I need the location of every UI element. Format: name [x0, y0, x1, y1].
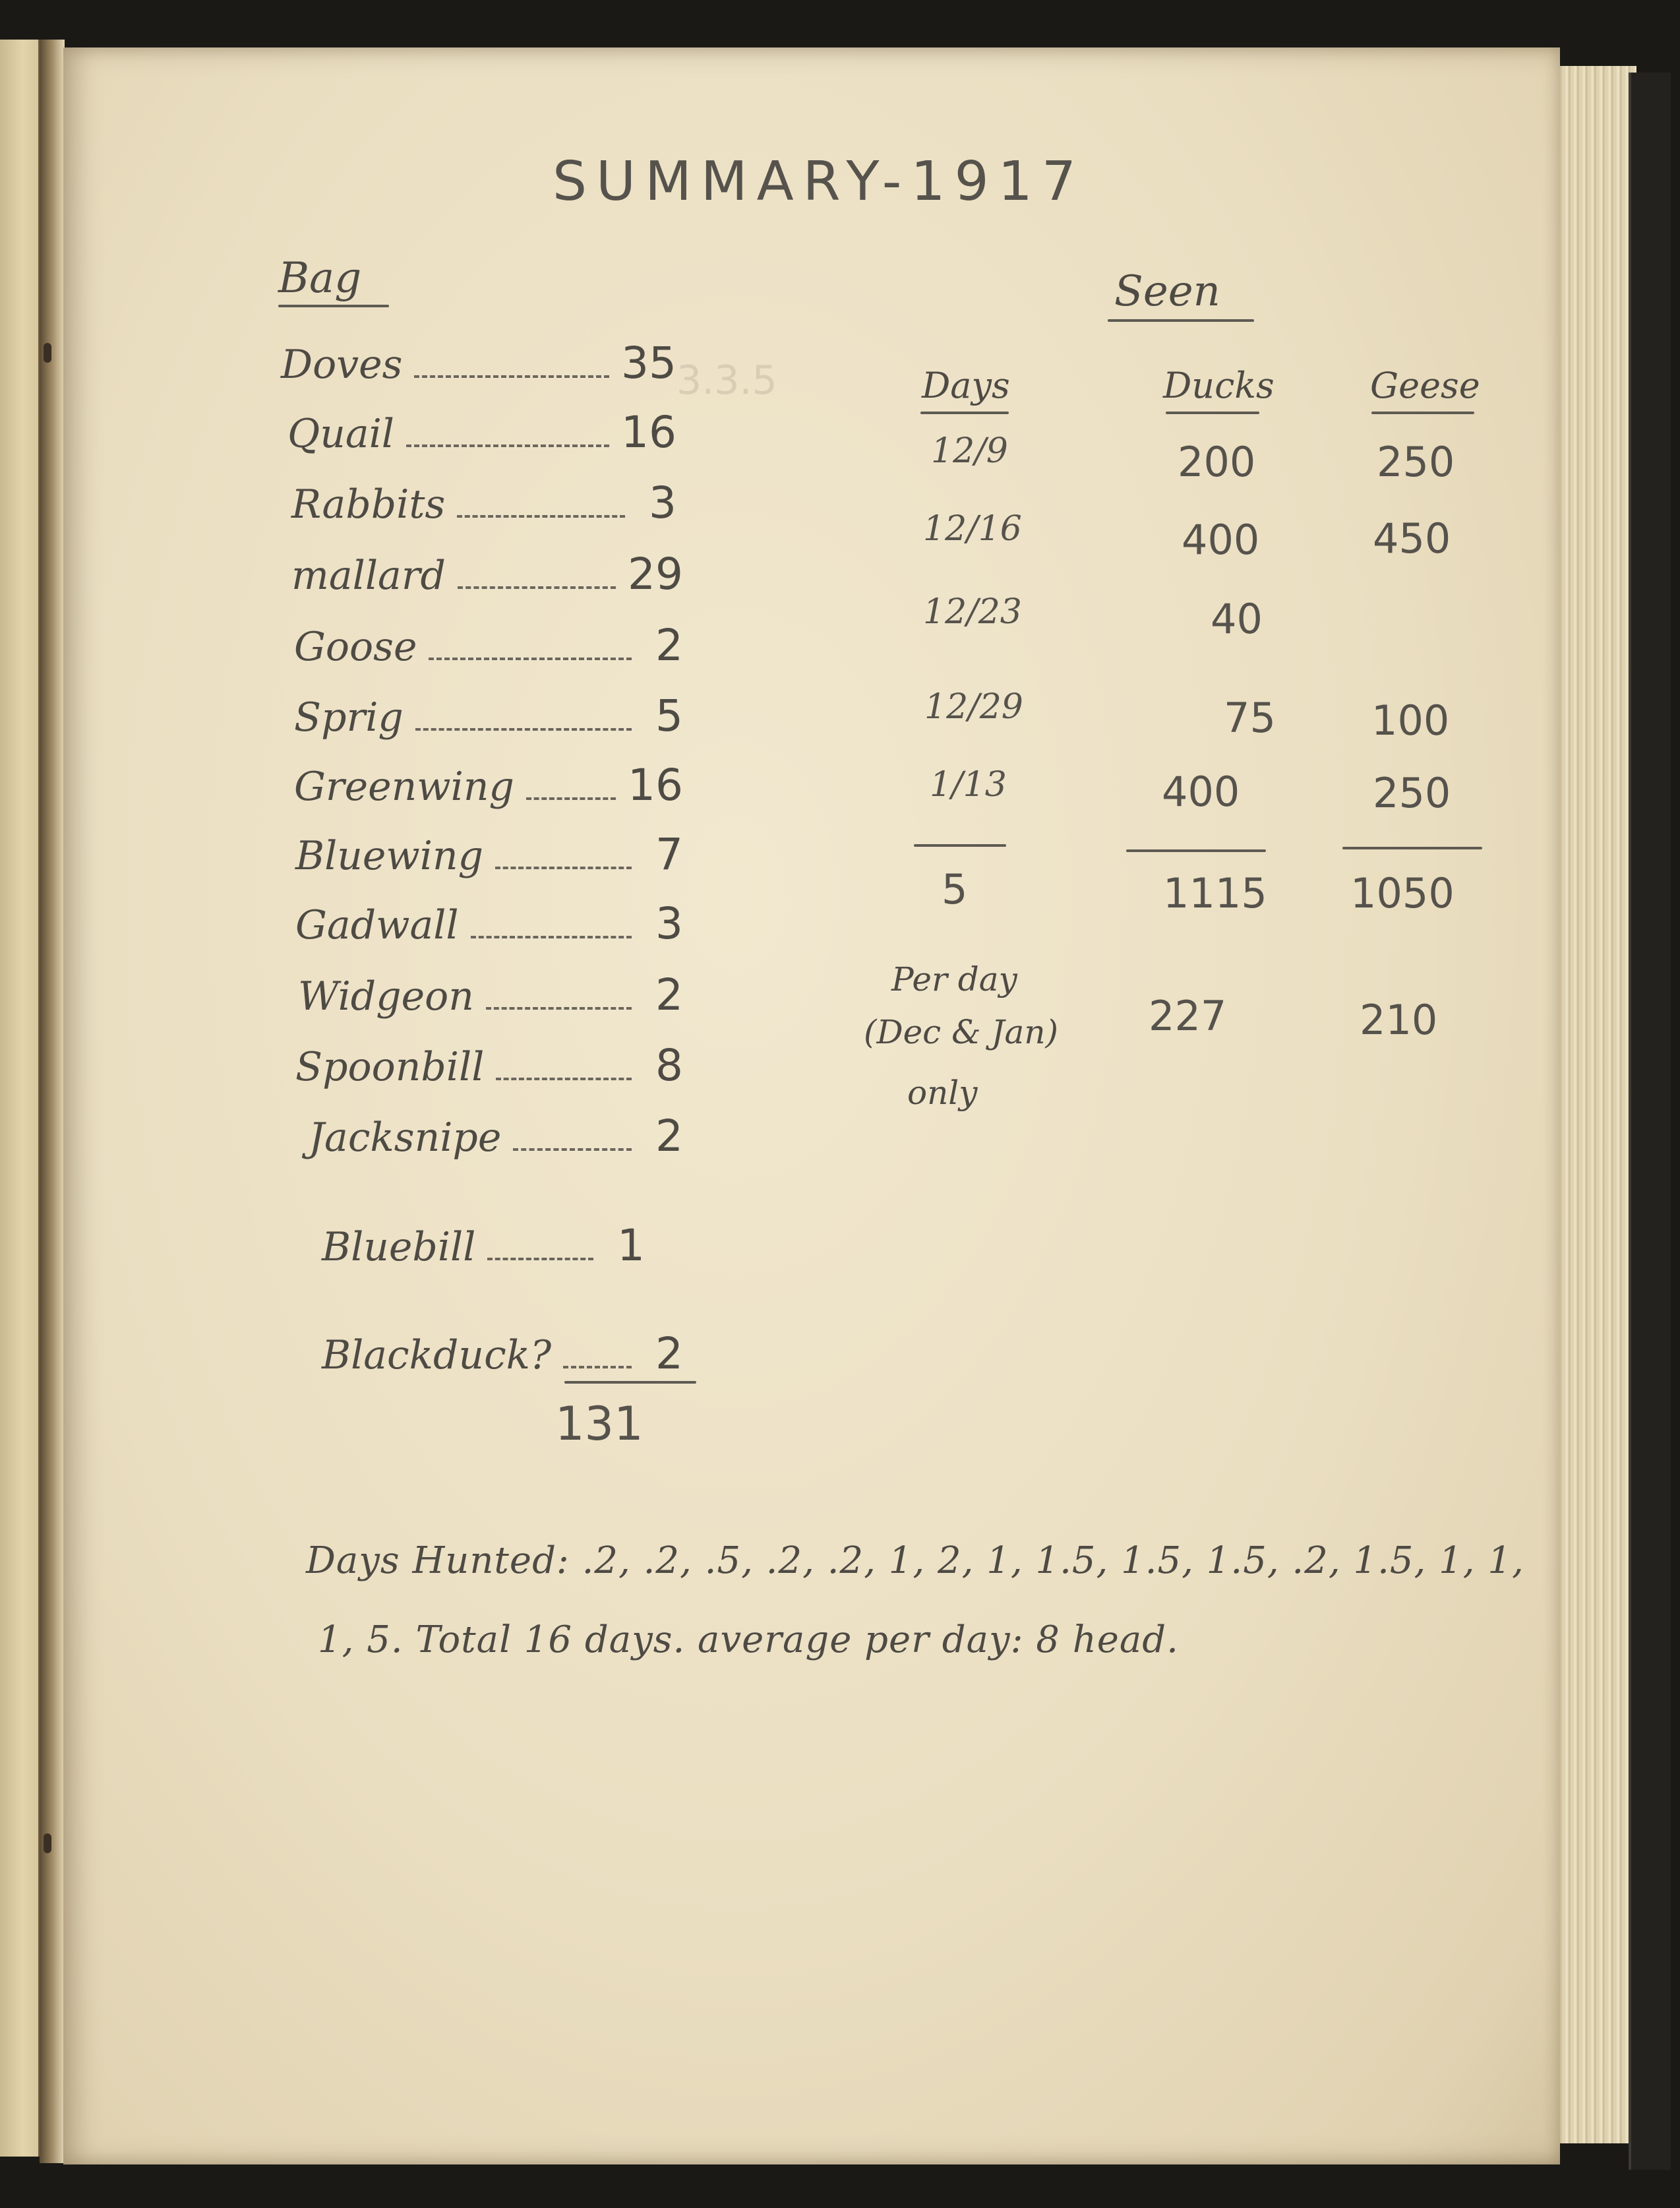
- bag-row-doves: [281, 338, 676, 390]
- per-day-label-only: only: [907, 1074, 978, 1112]
- bag-item-count: 3: [649, 477, 676, 528]
- bag-item-dash: [429, 657, 632, 660]
- bag-item-dash: [513, 1148, 632, 1151]
- show-through-marks: 3.3.5: [676, 357, 777, 404]
- bag-item-count: 2: [655, 969, 683, 1020]
- ducks-per-day: 227: [1149, 992, 1227, 1040]
- bag-item-count: 35: [621, 338, 676, 388]
- seen-row-geese: 450: [1373, 514, 1451, 563]
- bag-item-dash: [563, 1365, 632, 1368]
- bag-row-blackduck: [322, 1328, 683, 1381]
- bag-item-dash: [496, 1077, 632, 1080]
- ducks-header-underline: [1166, 412, 1259, 414]
- seen-row-ducks: 40: [1211, 595, 1263, 643]
- bag-row-sprig: [294, 690, 683, 743]
- bag-row-quail: [287, 407, 676, 460]
- days-hunted-line1: Days Hunted: .2, .2, .5, .2, .2, 1, 2, 1, 1.5, 1.5, 1.5, .2, 1.5, 1, 1,: [306, 1539, 1524, 1582]
- seen-row-ducks: 75: [1224, 694, 1276, 742]
- bag-item-count: 2: [655, 620, 683, 671]
- bag-item-count: 2: [655, 1328, 683, 1379]
- bag-item-name: Spoonbill: [295, 1044, 485, 1090]
- seen-row-ducks: 200: [1178, 438, 1256, 486]
- bag-row-mallard: [291, 549, 683, 601]
- ducks-total-rule: [1126, 849, 1266, 852]
- bag-row-bluebill: [322, 1220, 645, 1273]
- column-header-ducks: Ducks: [1163, 365, 1275, 406]
- bag-item-name: Gadwall: [295, 902, 459, 948]
- bag-item-dash: [414, 375, 609, 378]
- bag-item-name: mallard: [291, 553, 446, 599]
- bag-item-name: Rabbits: [291, 481, 446, 528]
- days-header-underline: [920, 412, 1009, 414]
- bag-item-count: 29: [628, 549, 683, 599]
- bag-row-goose: [294, 620, 683, 673]
- bag-item-count: 5: [655, 690, 683, 741]
- bag-item-dash: [495, 866, 632, 869]
- ducks-total: 1115: [1163, 869, 1267, 917]
- bag-row-widgeon: [298, 969, 683, 1022]
- bag-item-name: Sprig: [294, 694, 404, 741]
- seen-heading: Seen: [1114, 267, 1220, 316]
- bag-row-jacksnipe: [309, 1111, 683, 1163]
- bag-total-rule: [564, 1381, 696, 1384]
- geese-total: 1050: [1350, 869, 1455, 917]
- days-hunted-line2: 1, 5. Total 16 days. average per day: 8 head.: [318, 1618, 1179, 1661]
- seen-row-geese: 100: [1371, 696, 1450, 745]
- seen-heading-underline: [1108, 319, 1254, 322]
- column-header-geese: Geese: [1370, 365, 1480, 406]
- column-header-days: Days: [922, 365, 1010, 406]
- bag-row-greenwing: [294, 760, 683, 813]
- days-total: 5: [942, 865, 968, 913]
- bag-total: 131: [555, 1397, 644, 1451]
- bag-item-dash: [471, 935, 632, 938]
- bag-item-name: Widgeon: [298, 973, 474, 1020]
- seen-row-ducks: 400: [1162, 768, 1240, 816]
- bag-item-dash: [487, 1257, 593, 1260]
- bag-item-count: 2: [655, 1111, 683, 1161]
- bag-item-count: 3: [655, 898, 683, 949]
- binding-gutter: [40, 40, 65, 2163]
- bag-item-name: Goose: [294, 624, 417, 670]
- geese-per-day: 210: [1360, 996, 1438, 1044]
- geese-total-rule: [1342, 847, 1482, 849]
- bag-item-name: Bluewing: [295, 833, 484, 879]
- bag-item-count: 16: [628, 760, 683, 811]
- days-total-rule: [914, 844, 1006, 847]
- geese-header-underline: [1371, 412, 1474, 414]
- bag-item-dash: [458, 586, 616, 589]
- bag-item-name: Jacksnipe: [309, 1115, 502, 1161]
- seen-row-day: 12/9: [931, 431, 1008, 471]
- bag-item-dash: [457, 514, 625, 518]
- bag-row-spoonbill: [295, 1040, 683, 1093]
- bag-item-count: 16: [621, 407, 676, 458]
- bag-item-count: 1: [617, 1220, 645, 1271]
- bag-item-dash: [415, 727, 632, 731]
- bag-item-count: 7: [655, 829, 683, 880]
- notebook-page: [63, 47, 1560, 2164]
- per-day-label: Per day: [891, 960, 1017, 998]
- seen-row-ducks: 400: [1182, 516, 1260, 564]
- bag-item-dash: [526, 797, 616, 800]
- page-title: SUMMARY-1917: [553, 150, 1086, 213]
- bag-row-bluewing: [295, 829, 683, 882]
- facing-page-edge: [0, 40, 40, 2157]
- bag-heading: Bag: [278, 254, 362, 303]
- book-cover-edge: [1629, 73, 1671, 2170]
- bag-item-name: Doves: [281, 342, 403, 388]
- bag-item-name: Blackduck?: [322, 1332, 552, 1378]
- bag-item-dash: [486, 1006, 632, 1010]
- seen-row-geese: 250: [1373, 769, 1451, 817]
- bag-item-dash: [406, 444, 609, 447]
- per-day-label-months: (Dec & Jan): [864, 1013, 1059, 1051]
- bag-item-name: Quail: [287, 411, 394, 457]
- bag-row-rabbits: [291, 477, 676, 530]
- seen-row-day: 1/13: [930, 765, 1007, 805]
- seen-row-day: 12/23: [923, 592, 1022, 632]
- bag-row-gadwall: [295, 898, 683, 951]
- bag-item-count: 8: [655, 1040, 683, 1091]
- binding-hole: [44, 343, 51, 363]
- bag-heading-underline: [278, 305, 389, 307]
- seen-row-day: 12/29: [924, 687, 1023, 727]
- bag-item-name: Bluebill: [322, 1224, 476, 1270]
- bag-item-name: Greenwing: [294, 764, 514, 810]
- seen-row-day: 12/16: [923, 509, 1022, 549]
- binding-hole: [44, 1833, 51, 1853]
- seen-row-geese: 250: [1377, 438, 1455, 486]
